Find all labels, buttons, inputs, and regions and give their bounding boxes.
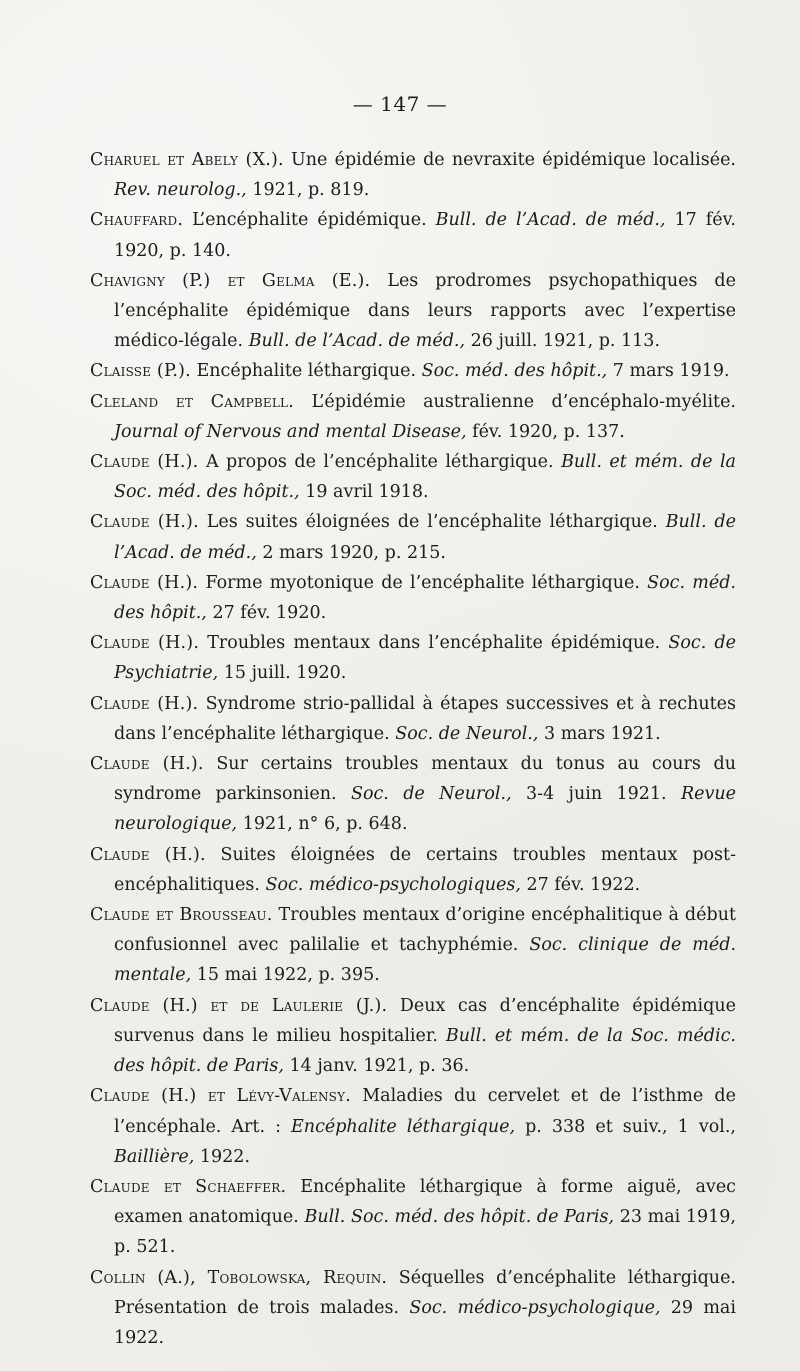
- entry-author: Chauffard.: [90, 210, 184, 231]
- entry-author: Chavigny (P.) et Gelma (E.).: [90, 270, 371, 291]
- entry-title: Encéphalite léthargique à forme aiguë, avec examen anatomique.: [114, 1176, 736, 1228]
- page-number: — 147 —: [352, 92, 448, 116]
- entry-details: 1921, p. 819.: [252, 180, 370, 201]
- entry-title: Séquelles d’encéphalite léthargique. Présentation de trois malades.: [114, 1267, 736, 1318]
- entry-details: 27 fév. 1920.: [212, 603, 327, 624]
- entry-source: Soc. de Psychiatrie,: [114, 633, 736, 684]
- entry-source: Bull. Soc. méd. des hôpit. de Paris,: [304, 1207, 615, 1228]
- bibliography-entry: [90, 628, 736, 688]
- entry-details: p. 338 et suiv., 1 vol.,: [525, 1116, 736, 1137]
- entry-secondary-source: Baillière,: [114, 1146, 195, 1167]
- entry-source: Bull. de l’Acad. de méd.,: [114, 512, 736, 563]
- entry-details: 26 juill. 1921, p. 113.: [470, 331, 661, 352]
- entry-title: Suites éloignées de certains troubles mentaux post-encéphalitiques.: [114, 844, 736, 895]
- entry-source: Soc. méd. des hôpit.,: [114, 572, 736, 624]
- entry-details: 19 avril 1918.: [305, 482, 429, 503]
- entry-secondary-source: Revue neurologique,: [114, 784, 736, 835]
- entry-title: Forme myotonique de l’encéphalite léthargique.: [205, 572, 640, 593]
- entry-author: Claude (H.).: [90, 844, 206, 865]
- bibliography-entry: [90, 689, 736, 749]
- entry-details: fév. 1920, p. 137.: [472, 421, 625, 442]
- entry-details: 29 mai 1922.: [114, 1297, 736, 1348]
- entry-title: Encéphalite léthargique.: [196, 361, 417, 382]
- bibliography-entry: [90, 840, 736, 900]
- bibliography-entry: [90, 145, 736, 205]
- entry-details: 2 mars 1920, p. 215.: [262, 542, 446, 563]
- entry-source: Rev. neurolog.,: [114, 180, 247, 201]
- entry-secondary-details: 1922.: [199, 1146, 251, 1167]
- entry-details: 15 juill. 1920.: [223, 663, 347, 684]
- bibliography-entry: [90, 447, 736, 507]
- bibliography-entry: [90, 749, 736, 840]
- entry-source: Bull. et mém. de la Soc. médic. des hôpit. de Paris,: [114, 1025, 736, 1077]
- entry-source: Bull. et mém. de la Soc. méd. des hôpit.,: [114, 452, 736, 503]
- entry-secondary-details: 1921, n° 6, p. 648.: [242, 814, 408, 835]
- entry-title: Deux cas d’encéphalite épidémique survenus dans le milieu hospitalier.: [114, 995, 736, 1046]
- entry-source: Soc. médico-psychologiques,: [265, 874, 521, 895]
- entry-details: 27 fév. 1922.: [526, 874, 641, 895]
- bibliography-entry: [90, 266, 736, 357]
- entry-title: Sur certains troubles mentaux du tonus au cours du syndrome parkinsonien.: [114, 754, 736, 805]
- entry-author: Claisse (P.).: [90, 361, 191, 382]
- entry-title: L’encéphalite épidémique.: [192, 210, 427, 231]
- entry-author: Claude (H.) et Lévy-Valensy.: [90, 1086, 351, 1107]
- entry-author: Cleland et Campbell.: [90, 391, 294, 412]
- entry-details: 7 mars 1919.: [612, 361, 730, 382]
- bibliography-list: [90, 145, 736, 1353]
- entry-author: Collin (A.), Tobolowska, Requin.: [90, 1267, 388, 1288]
- entry-author: Claude (H.).: [90, 754, 204, 775]
- entry-title: A propos de l’encéphalite léthargique.: [205, 452, 554, 473]
- entry-details: 14 janv. 1921, p. 36.: [289, 1056, 470, 1077]
- entry-source: Soc. de Neurol.,: [395, 723, 539, 744]
- entry-source: Bull. de l’Acad. de méd.,: [435, 210, 666, 231]
- entry-source: Encéphalite léthargique,: [291, 1116, 516, 1137]
- entry-author: Claude (H.).: [90, 633, 200, 654]
- entry-details: 23 mai 1919, p. 521.: [114, 1207, 736, 1258]
- bibliography-entry: [90, 387, 736, 447]
- entry-author: Claude (H.).: [90, 512, 199, 533]
- entry-source: Bull. de l’Acad. de méd.,: [248, 331, 466, 352]
- bibliography-entry: [90, 1081, 736, 1172]
- entry-title: Maladies du cervelet et de l’isthme de l’encéphale. Art. :: [114, 1086, 736, 1137]
- entry-author: Claude (H.).: [90, 693, 199, 714]
- entry-title: Syndrome strio-pallidal à étapes successives et à rechutes dans l’encéphalite léthargique.: [114, 693, 736, 744]
- entry-author: Claude et Schaeffer.: [90, 1176, 287, 1197]
- bibliography-entry: [90, 356, 736, 386]
- entry-title: L’épidémie australienne d’encéphalo-myélite.: [311, 391, 736, 412]
- bibliography-entry: [90, 991, 736, 1082]
- entry-source: Soc. médico-psychologique,: [409, 1297, 661, 1318]
- entry-source: Journal of Nervous and mental Disease,: [114, 421, 467, 442]
- entry-title: Les prodromes psychopathiques de l’encéphalite épidémique dans leurs rapports avec l’expertise médico-légale.: [114, 270, 736, 352]
- entry-title: Troubles mentaux dans l’encéphalite épidémique.: [207, 633, 661, 654]
- bibliography-entry: [90, 568, 736, 628]
- entry-title: Troubles mentaux d’origine encéphalitique à début confusionnel avec palilalie et tachyphémie.: [114, 905, 736, 956]
- entry-details: 17 fév. 1920, p. 140.: [114, 210, 736, 261]
- bibliography-entry: [90, 205, 736, 265]
- entry-details: 3-4 juin 1921.: [526, 784, 667, 805]
- entry-source: Soc. de Neurol.,: [350, 784, 512, 805]
- entry-author: Claude et Brousseau.: [90, 905, 273, 926]
- entry-author: Claude (H.).: [90, 572, 199, 593]
- entry-title: Une épidémie de nevraxite épidémique localisée.: [291, 150, 736, 170]
- entry-author: Claude (H.).: [90, 452, 199, 473]
- entry-title: Les suites éloignées de l’encéphalite léthargique.: [206, 512, 658, 533]
- entry-source: Soc. clinique de méd. mentale,: [114, 935, 737, 986]
- entry-author: Claude (H.) et de Laulerie (J.).: [90, 995, 388, 1016]
- entry-author: Charuel et Abely (X.).: [90, 150, 284, 170]
- entry-details: 15 mai 1922, p. 395.: [196, 965, 380, 986]
- bibliography-entry: [90, 900, 736, 991]
- bibliography-entry: [90, 1172, 736, 1263]
- bibliography-entry: [90, 1263, 736, 1354]
- entry-details: 3 mars 1921.: [544, 723, 661, 744]
- bibliography-entry: [90, 507, 736, 567]
- entry-source: Soc. méd. des hôpit.,: [421, 361, 608, 382]
